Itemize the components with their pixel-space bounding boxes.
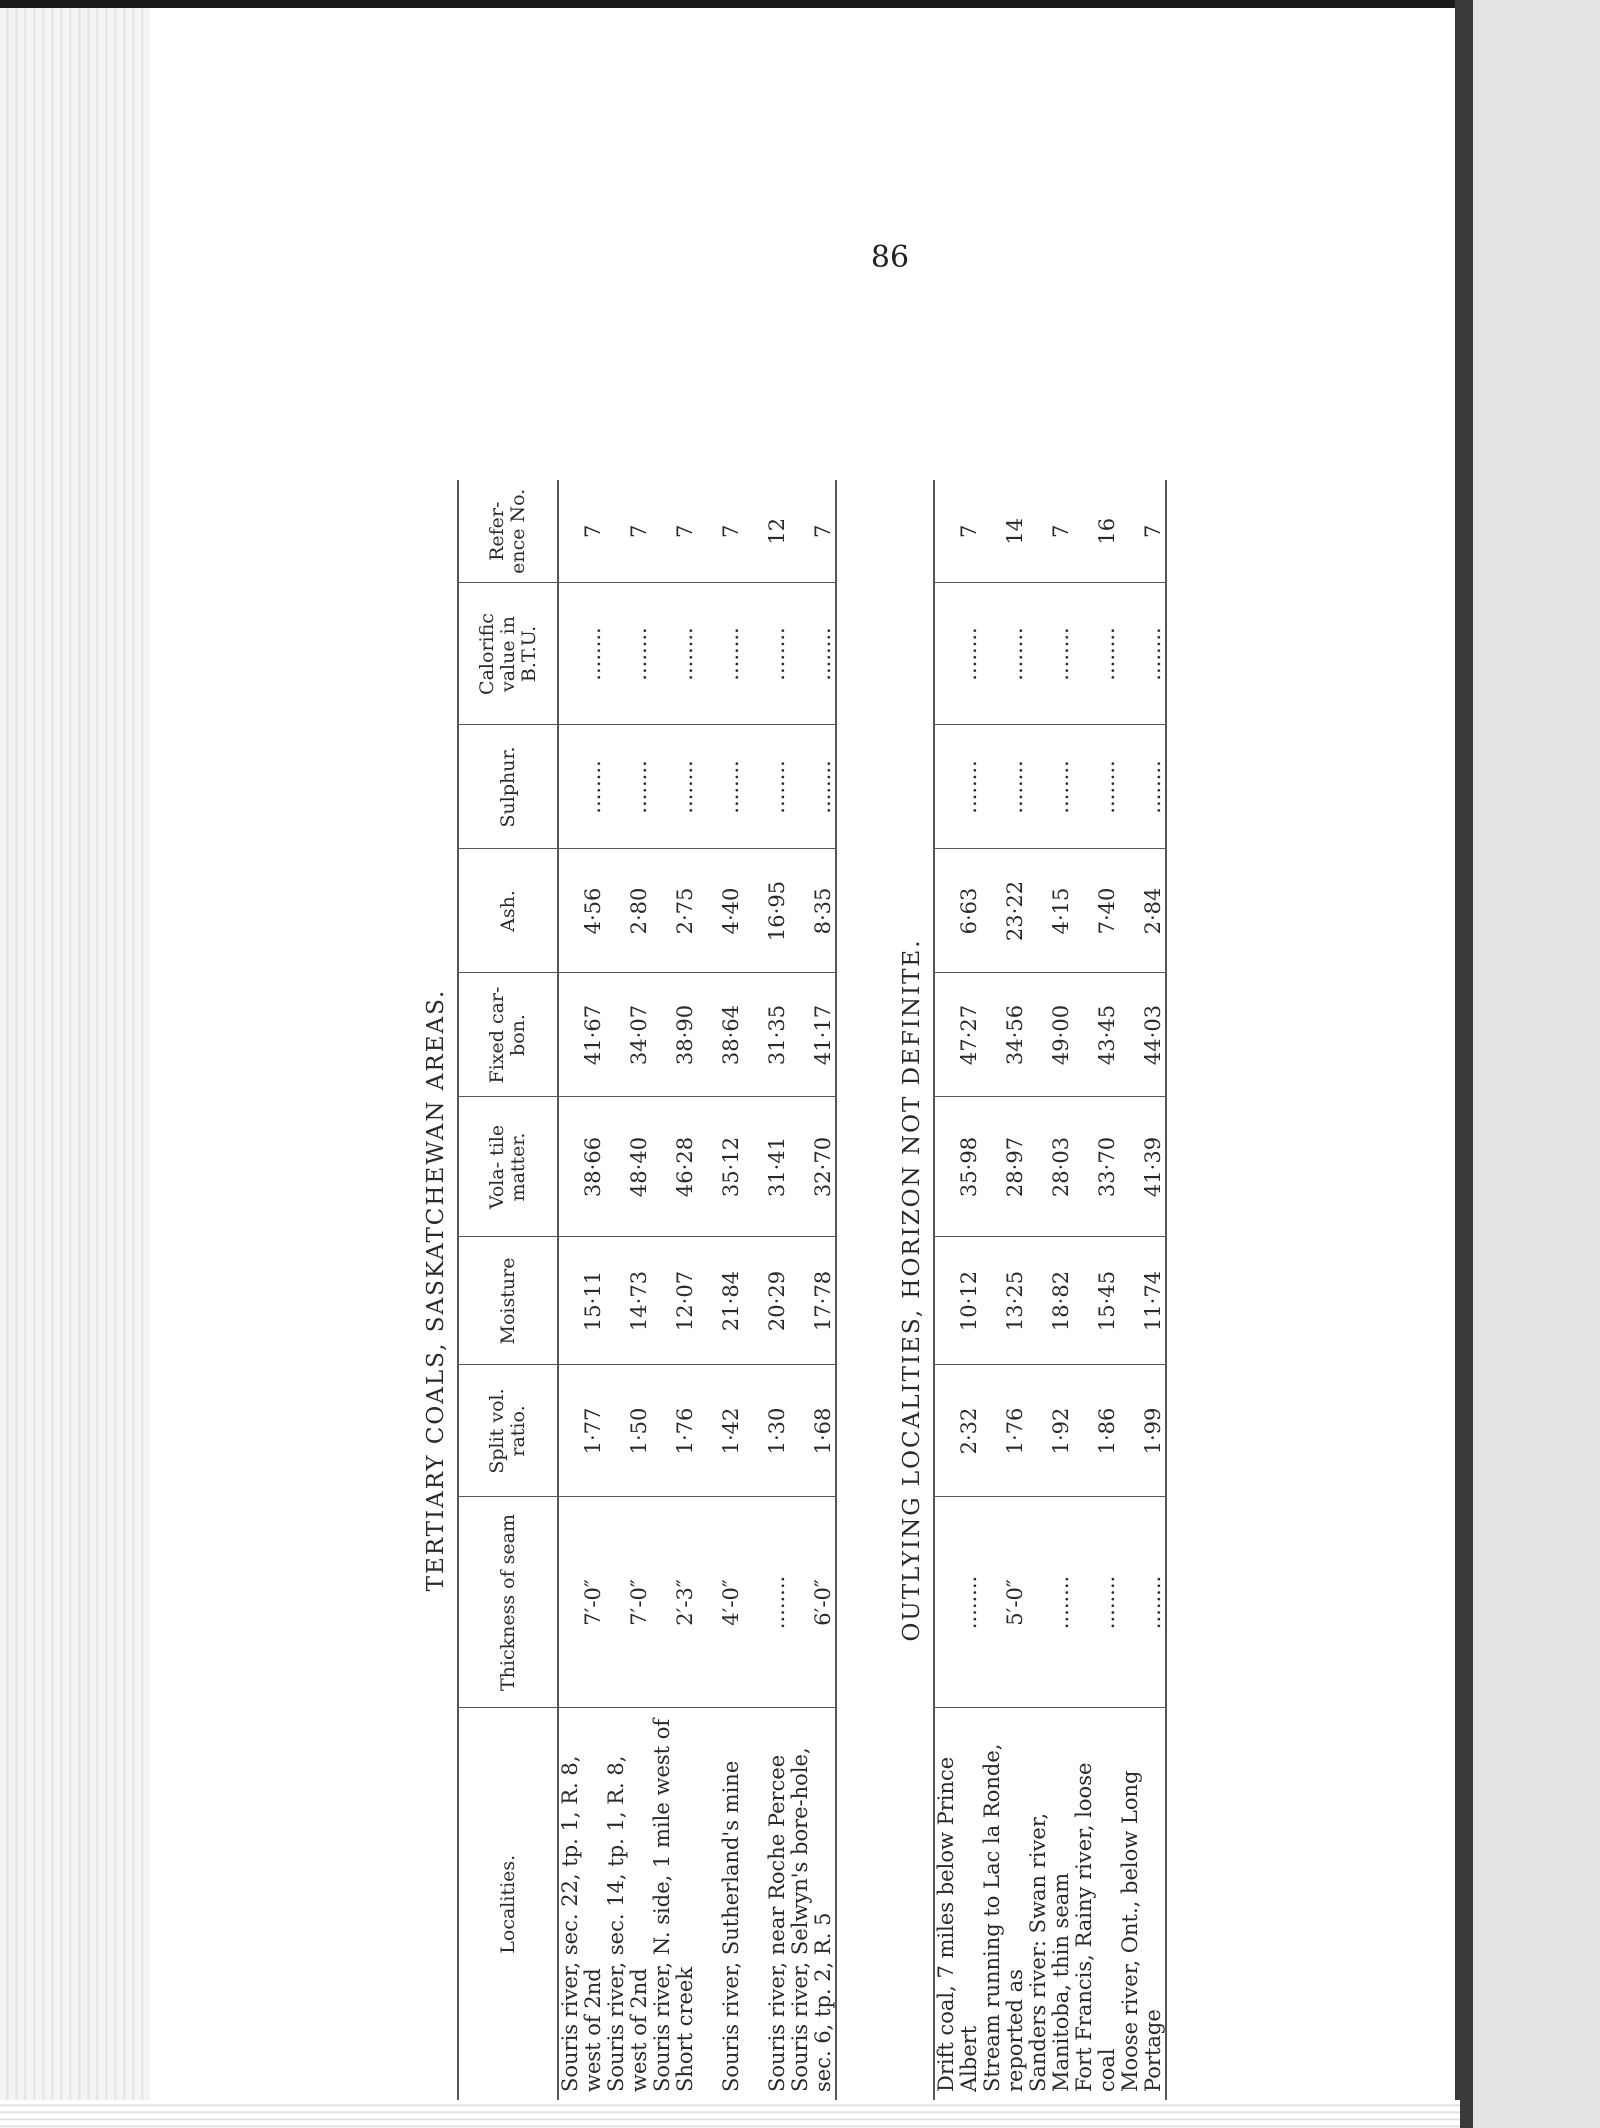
reference-cell: 7 xyxy=(673,524,697,538)
volatile-cell: 48·40 xyxy=(605,1097,651,1237)
table-row xyxy=(934,480,981,2100)
table-row xyxy=(1027,480,1073,2100)
ash-cell: 2·84 xyxy=(1119,849,1166,973)
table-row xyxy=(558,480,605,2100)
header-split-ratio: Split vol. ratio. xyxy=(458,1365,558,1497)
fixed-carbon-cell: 38·90 xyxy=(651,973,697,1097)
sulphur-cell: ........ xyxy=(1119,725,1166,849)
split-ratio-cell: 1·50 xyxy=(605,1365,651,1497)
fixed-carbon-cell: 41·17 xyxy=(789,973,836,1097)
table-row xyxy=(651,480,697,2100)
reference-cell: 12 xyxy=(765,517,789,545)
header-fixed-carbon: Fixed car- bon. xyxy=(458,973,558,1097)
ash-cell: 2·75 xyxy=(651,849,697,973)
split-ratio-cell: 1·76 xyxy=(981,1365,1027,1497)
table-row xyxy=(743,480,789,2100)
fixed-carbon-cell: 31·35 xyxy=(743,973,789,1097)
sulphur-cell: ........ xyxy=(1027,725,1073,849)
thickness-cell: ........ xyxy=(1119,1497,1166,1708)
thickness-cell: 4′-0″ xyxy=(697,1497,743,1708)
volatile-cell: 35·98 xyxy=(934,1097,981,1237)
fixed-carbon-cell: 34·07 xyxy=(605,973,651,1097)
header-localities: Localities. xyxy=(458,1708,558,2100)
tertiary-coals-table xyxy=(457,480,837,2100)
calorific-cell: ........ xyxy=(697,583,743,725)
page-number: 86 xyxy=(870,240,910,275)
section-title-outlying: OUTLYING LOCALITIES, HORIZON NOT DEFINITE. xyxy=(899,938,925,1642)
thickness-cell: 7′-0″ xyxy=(558,1497,605,1708)
table-header-row xyxy=(458,480,558,2100)
table-row xyxy=(697,480,743,2100)
ash-cell: 8·35 xyxy=(789,849,836,973)
fixed-carbon-cell: 34·56 xyxy=(981,973,1027,1097)
fixed-carbon-cell: 49·00 xyxy=(1027,973,1073,1097)
reference-cell: 16 xyxy=(1095,517,1119,545)
locality-cell: Souris river, near Roche Percee xyxy=(743,1708,789,2100)
ash-cell: 16·95 xyxy=(743,849,789,973)
sulphur-cell: ........ xyxy=(743,725,789,849)
locality-cell: Souris river, Selwyn's bore-hole, sec. 6, tp. 2, R. 5 xyxy=(789,1708,836,2100)
moisture-cell: 10·12 xyxy=(934,1237,981,1365)
table-row xyxy=(981,480,1027,2100)
moisture-cell: 11·74 xyxy=(1119,1237,1166,1365)
table-row xyxy=(605,480,651,2100)
thickness-cell: 5′-0″ xyxy=(981,1497,1027,1708)
locality-cell: Souris river, N. side, 1 mile west of Short creek xyxy=(651,1708,697,2100)
reference-cell: 7 xyxy=(1049,524,1073,538)
table-row xyxy=(1119,480,1166,2100)
sulphur-cell: ........ xyxy=(789,725,836,849)
ash-cell: 4·56 xyxy=(558,849,605,973)
ash-cell: 4·40 xyxy=(697,849,743,973)
moisture-cell: 18·82 xyxy=(1027,1237,1073,1365)
locality-cell: Sanders river: Swan river, Manitoba, thin seam xyxy=(1027,1708,1073,2100)
split-ratio-cell: 1·68 xyxy=(789,1365,836,1497)
scan-border-top xyxy=(0,0,1600,8)
moisture-cell: 15·45 xyxy=(1073,1237,1119,1365)
calorific-cell: ........ xyxy=(981,583,1027,725)
locality-cell: Stream running to Lac la Ronde, reported as xyxy=(981,1708,1027,2100)
moisture-cell: 12·07 xyxy=(651,1237,697,1365)
calorific-cell: ........ xyxy=(1027,583,1073,725)
section-title-tertiary: TERTIARY COALS, SASKATCHEWAN AREAS. xyxy=(423,988,449,1592)
ash-cell: 7·40 xyxy=(1073,849,1119,973)
calorific-cell: ........ xyxy=(789,583,836,725)
ash-cell: 4·15 xyxy=(1027,849,1073,973)
moisture-cell: 17·78 xyxy=(789,1237,836,1365)
volatile-cell: 35·12 xyxy=(697,1097,743,1237)
split-ratio-cell: 1·77 xyxy=(558,1365,605,1497)
reference-cell: 7 xyxy=(627,524,651,538)
reference-cell: 7 xyxy=(934,480,981,583)
header-volatile-matter: Vola- tile matter. xyxy=(458,1097,558,1237)
volatile-cell: 28·97 xyxy=(981,1097,1027,1237)
page-edge-stack xyxy=(0,0,150,2128)
ash-cell: 23·22 xyxy=(981,849,1027,973)
page-edge-bottom xyxy=(0,2100,1460,2128)
split-ratio-cell: 2·32 xyxy=(934,1365,981,1497)
header-ash: Ash. xyxy=(458,849,558,973)
sulphur-cell: ........ xyxy=(651,725,697,849)
locality-cell: Souris river, Sutherland's mine xyxy=(697,1708,743,2100)
moisture-cell: 13·25 xyxy=(981,1237,1027,1365)
sulphur-cell: ........ xyxy=(1073,725,1119,849)
reference-cell: 7 xyxy=(719,524,743,538)
split-ratio-cell: 1·92 xyxy=(1027,1365,1073,1497)
thickness-cell: ........ xyxy=(934,1497,981,1708)
split-ratio-cell: 1·42 xyxy=(697,1365,743,1497)
moisture-cell: 21·84 xyxy=(697,1237,743,1365)
volatile-cell: 28·03 xyxy=(1027,1097,1073,1237)
calorific-cell: ........ xyxy=(1073,583,1119,725)
reference-cell: 7 xyxy=(1119,480,1166,583)
split-ratio-cell: 1·99 xyxy=(1119,1365,1166,1497)
locality-cell: Souris river, sec. 14, tp. 1, R. 8, west of 2nd xyxy=(605,1708,651,2100)
sulphur-cell: ........ xyxy=(605,725,651,849)
calorific-cell: ........ xyxy=(743,583,789,725)
volatile-cell: 41·39 xyxy=(1119,1097,1166,1237)
reference-cell: 7 xyxy=(581,524,605,538)
volatile-cell: 31·41 xyxy=(743,1097,789,1237)
volatile-cell: 38·66 xyxy=(558,1097,605,1237)
fixed-carbon-cell: 41·67 xyxy=(558,973,605,1097)
moisture-cell: 14·73 xyxy=(605,1237,651,1365)
ash-cell: 2·80 xyxy=(605,849,651,973)
locality-cell: Fort Francis, Rainy river, loose coal xyxy=(1073,1708,1119,2100)
volatile-cell: 33·70 xyxy=(1073,1097,1119,1237)
calorific-cell: ........ xyxy=(558,583,605,725)
table-row xyxy=(789,480,836,2100)
fixed-carbon-cell: 38·64 xyxy=(697,973,743,1097)
split-ratio-cell: 1·76 xyxy=(651,1365,697,1497)
calorific-cell: ........ xyxy=(934,583,981,725)
thickness-cell: ........ xyxy=(743,1497,789,1708)
moisture-cell: 20·29 xyxy=(743,1237,789,1365)
thickness-cell: 7′-0″ xyxy=(605,1497,651,1708)
fixed-carbon-cell: 47·27 xyxy=(934,973,981,1097)
ash-cell: 6·63 xyxy=(934,849,981,973)
split-ratio-cell: 1·86 xyxy=(1073,1365,1119,1497)
locality-cell: Souris river, sec. 22, tp. 1, R. 8, west of 2nd xyxy=(558,1708,605,2100)
header-sulphur: Sulphur. xyxy=(458,725,558,849)
header-thickness: Thickness of seam xyxy=(458,1497,558,1708)
calorific-cell: ........ xyxy=(651,583,697,725)
book-gutter xyxy=(1455,0,1473,2128)
locality-cell: Moose river, Ont., below Long Portage xyxy=(1119,1708,1166,2100)
volatile-cell: 32·70 xyxy=(789,1097,836,1237)
header-moisture: Moisture xyxy=(458,1237,558,1365)
reference-cell: 14 xyxy=(1003,517,1027,545)
moisture-cell: 15·11 xyxy=(558,1237,605,1365)
sulphur-cell: ........ xyxy=(934,725,981,849)
thickness-cell: ........ xyxy=(1073,1497,1119,1708)
table-row xyxy=(1073,480,1119,2100)
calorific-cell: ........ xyxy=(605,583,651,725)
fixed-carbon-cell: 44·03 xyxy=(1119,973,1166,1097)
fixed-carbon-cell: 43·45 xyxy=(1073,973,1119,1097)
reference-cell: 7 xyxy=(789,480,836,583)
locality-cell: Drift coal, 7 miles below Prince Albert xyxy=(934,1708,981,2100)
thickness-cell: 6′-0″ xyxy=(789,1497,836,1708)
outlying-localities-table xyxy=(933,480,1167,2100)
volatile-cell: 46·28 xyxy=(651,1097,697,1237)
sulphur-cell: ........ xyxy=(697,725,743,849)
thickness-cell: 2′-3″ xyxy=(651,1497,697,1708)
thickness-cell: ........ xyxy=(1027,1497,1073,1708)
header-reference-no: Refer- ence No. xyxy=(458,480,558,583)
sulphur-cell: ........ xyxy=(981,725,1027,849)
split-ratio-cell: 1·30 xyxy=(743,1365,789,1497)
facing-page xyxy=(1473,0,1600,2128)
calorific-cell: ........ xyxy=(1119,583,1166,725)
sulphur-cell: ........ xyxy=(558,725,605,849)
rotated-table-block xyxy=(415,480,1255,2100)
header-calorific-value: Calorific value in B.T.U. xyxy=(458,583,558,725)
